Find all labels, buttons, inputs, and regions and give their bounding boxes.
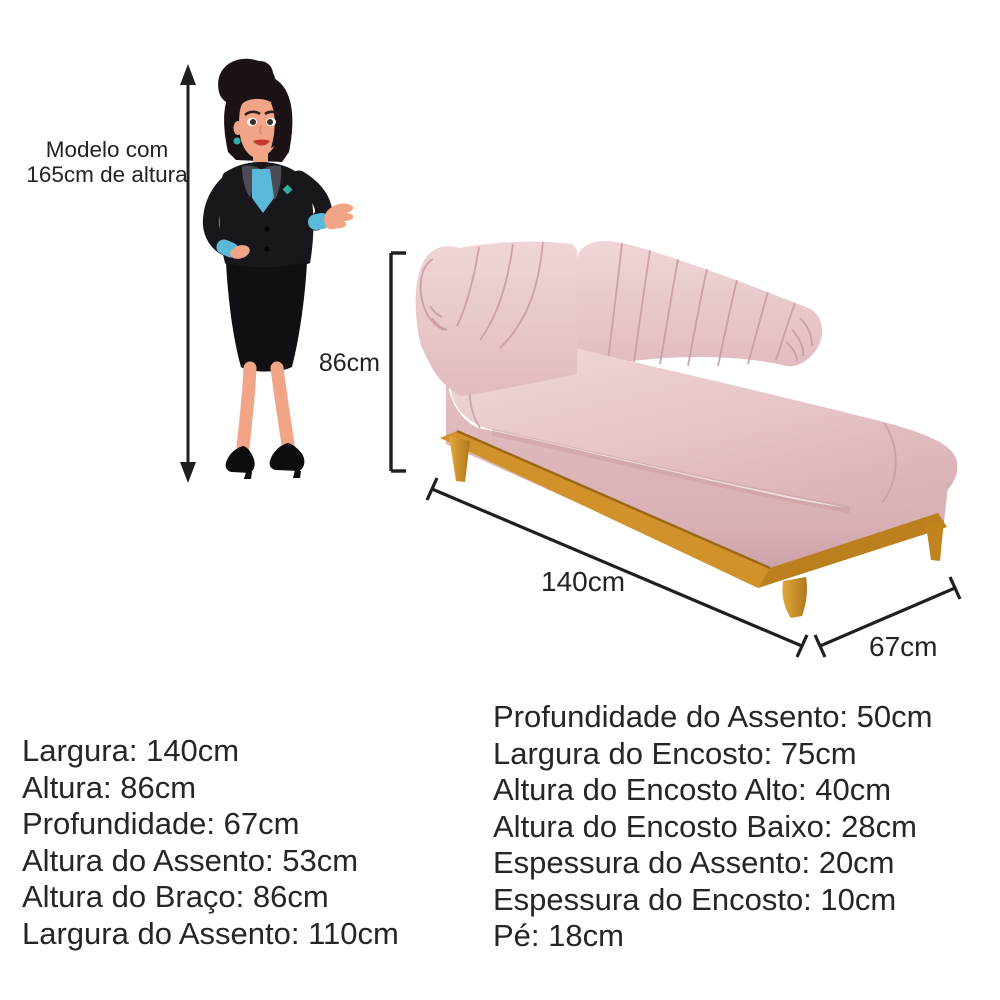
spec-line: Altura do Encosto Alto: 40cm bbox=[493, 772, 892, 807]
spec-line: Profundidade do Assento: 50cm bbox=[493, 699, 933, 734]
spec-line: Altura do Braço: 86cm bbox=[22, 879, 329, 914]
sofa-depth-label: 67cm bbox=[869, 631, 938, 662]
model-ear bbox=[234, 121, 243, 135]
sofa-leg-front-left bbox=[449, 436, 470, 482]
model-skirt bbox=[226, 262, 307, 372]
model-cuff-right bbox=[316, 221, 322, 222]
spec-line: Altura: 86cm bbox=[22, 769, 197, 805]
sofa-leg-back-right bbox=[926, 520, 944, 561]
model-shoe-left-heel bbox=[244, 472, 252, 479]
model-height-arrow bbox=[180, 64, 196, 483]
arrowhead-down-icon bbox=[180, 462, 196, 483]
spec-line: Pé: 18cm bbox=[493, 918, 624, 953]
model-height-label-line1: Modelo com bbox=[45, 137, 169, 162]
spec-line: Largura do Encosto: 75cm bbox=[493, 735, 857, 771]
spec-line: Altura do Encosto Baixo: 28cm bbox=[493, 808, 917, 844]
arrowhead-up-icon bbox=[180, 64, 196, 85]
height-dimension-bracket bbox=[391, 253, 406, 471]
spec-line: Espessura do Encosto: 10cm bbox=[493, 881, 897, 917]
sofa-height-label: 86cm bbox=[318, 349, 380, 377]
model-button bbox=[264, 226, 269, 231]
model-shoe-right-heel bbox=[293, 470, 301, 478]
model-shoe-right bbox=[270, 443, 305, 471]
model-button bbox=[264, 246, 269, 251]
model-height-label-line2: 165cm de altura bbox=[26, 162, 188, 187]
spec-line: Espessura do Assento: 20cm bbox=[493, 845, 895, 880]
sofa-arm bbox=[416, 242, 577, 396]
model-cuff-left bbox=[224, 247, 231, 250]
model-leg-left bbox=[243, 368, 250, 447]
specs-column-right bbox=[493, 699, 932, 955]
model-hair-bun-top bbox=[247, 61, 273, 87]
model-earring bbox=[234, 138, 241, 145]
model-figure bbox=[211, 59, 353, 479]
spec-line: Profundidade: 67cm bbox=[22, 806, 300, 841]
sofa-width-label: 140cm bbox=[541, 566, 626, 597]
model-height-label bbox=[6, 137, 208, 187]
spec-line: Altura do Assento: 53cm bbox=[22, 842, 359, 878]
sofa-leg-front-right bbox=[782, 577, 807, 618]
model-leg-right bbox=[277, 368, 288, 444]
spec-line: Largura do Assento: 110cm bbox=[22, 915, 399, 951]
spec-line: Largura: 140cm bbox=[22, 733, 240, 768]
sofa-illustration bbox=[416, 241, 958, 618]
model-nose bbox=[260, 125, 261, 134]
model-shoe-left bbox=[226, 446, 255, 473]
specs-column-left bbox=[22, 733, 399, 952]
